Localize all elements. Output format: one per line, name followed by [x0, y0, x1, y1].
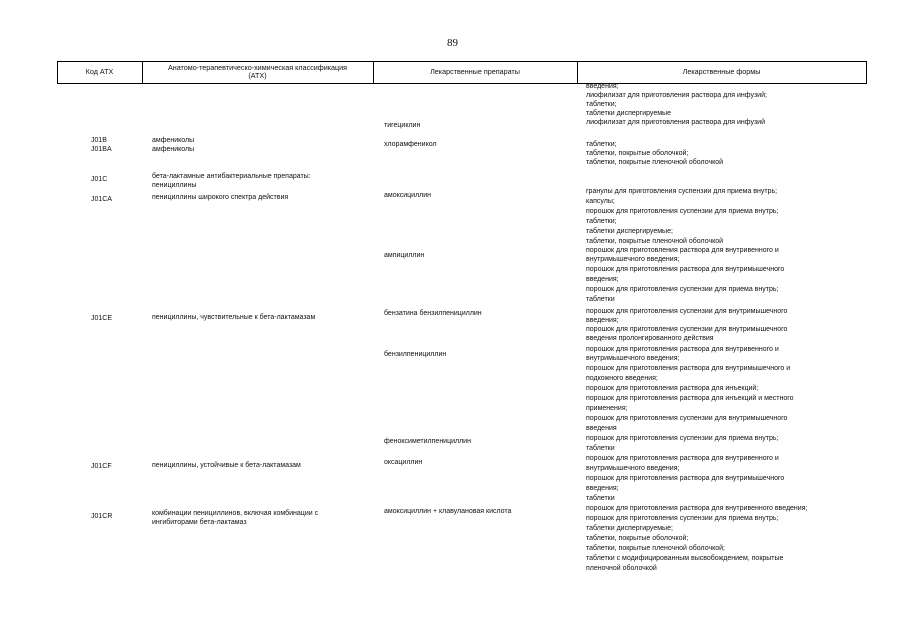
- drug-name: тигециклин: [384, 122, 421, 129]
- dosage-form: введения пролонгированного действия: [586, 335, 714, 342]
- atc-code: J01C: [91, 176, 108, 183]
- dosage-form: пленочной оболочкой: [586, 565, 657, 572]
- dosage-form: применения;: [586, 405, 628, 412]
- dosage-form: внутримышечного введения;: [586, 256, 680, 263]
- dosage-form: таблетки, покрытые пленочной оболочкой: [586, 159, 724, 166]
- header-code-label: Код АТХ: [85, 67, 114, 76]
- drug-name: феноксиметилпенициллин: [384, 438, 471, 445]
- drug-name: бензатина бензилпенициллин: [384, 310, 482, 317]
- dosage-form: таблетки диспергируемые;: [586, 525, 673, 532]
- drug-name: амоксициллин + клавулановая кислота: [384, 508, 512, 515]
- drug-name: ампициллин: [384, 252, 425, 259]
- dosage-form: внутримышечного введения;: [586, 465, 680, 472]
- atc-code: J01CA: [91, 196, 113, 203]
- dosage-form: таблетки;: [586, 101, 617, 108]
- drug-name: оксациллин: [384, 459, 423, 466]
- dosage-form: внутримышечного введения;: [586, 355, 680, 362]
- header-classification-line2: (АТХ): [248, 71, 267, 80]
- dosage-form: порошок для приготовления раствора для внутривенного введения;: [586, 505, 808, 512]
- page-number: 89: [447, 37, 458, 49]
- dosage-form: таблетки: [586, 445, 615, 452]
- atc-class: бета-лактамные антибактериальные препараты:: [152, 173, 311, 180]
- header-classification-line1: Анатомо-терапевтическо-химическая классификация: [167, 63, 348, 72]
- dosage-form: порошок для приготовления раствора для внутримышечного и: [586, 365, 791, 372]
- atc-class: пенициллины, устойчивые к бета-лактамазам: [152, 462, 301, 469]
- atc-class: комбинации пенициллинов, включая комбинации с: [152, 510, 319, 517]
- dosage-form: введения;: [586, 317, 619, 324]
- atc-code: J01CE: [91, 315, 113, 322]
- dosage-form: капсулы;: [586, 198, 615, 205]
- dosage-form: таблетки;: [586, 141, 617, 148]
- header-forms-label: Лекарственные формы: [682, 67, 761, 76]
- drug-name: бензилпенициллин: [384, 351, 447, 358]
- atc-class: пенициллины, чувствительные к бета-лактамазам: [152, 314, 316, 321]
- dosage-form: порошок для приготовления суспензии для внутримышечного: [586, 308, 788, 315]
- atc-code: J01BA: [91, 146, 112, 153]
- dosage-form: таблетки: [586, 495, 615, 502]
- dosage-form: порошок для приготовления раствора для внутривенного и: [586, 247, 779, 254]
- dosage-form: таблетки с модифицированным высвобождением, покрытые: [586, 555, 784, 562]
- dosage-form: таблетки диспергируемые;: [586, 228, 673, 235]
- dosage-form: таблетки, покрытые оболочкой;: [586, 535, 689, 542]
- dosage-form: порошок для приготовления суспензии для внутримышечного: [586, 326, 788, 333]
- dosage-form: порошок для приготовления раствора для внутривенного и: [586, 455, 779, 462]
- atc-class: пенициллины широкого спектра действия: [152, 194, 289, 201]
- atc-class: амфениколы: [152, 146, 195, 153]
- drug-name: хлорамфеникол: [384, 141, 437, 148]
- atc-code: J01B: [91, 137, 107, 144]
- atc-code: J01CR: [91, 513, 113, 520]
- dosage-form: таблетки, покрытые пленочной оболочкой: [586, 238, 724, 245]
- dosage-form: введения: [586, 425, 617, 432]
- dosage-form: порошок для приготовления раствора для инъекций;: [586, 385, 759, 392]
- dosage-form: таблетки: [586, 296, 615, 303]
- dosage-form: таблетки;: [586, 218, 617, 225]
- dosage-form: порошок для приготовления раствора для внутримышечного: [586, 475, 785, 482]
- dosage-form: таблетки диспергируемые: [586, 110, 671, 117]
- drug-name: амоксициллин: [384, 192, 432, 199]
- atc-class: пенициллины: [152, 182, 197, 189]
- dosage-form: таблетки, покрытые оболочкой;: [586, 150, 689, 157]
- dosage-form: порошок для приготовления раствора для внутривенного и: [586, 346, 779, 353]
- atc-code: J01CF: [91, 463, 112, 470]
- dosage-form: введения;: [586, 83, 619, 90]
- dosage-form: порошок для приготовления суспензии для приема внутрь;: [586, 208, 779, 215]
- dosage-form: лиофилизат для приготовления раствора для инфузий;: [586, 92, 767, 99]
- dosage-form: введения;: [586, 276, 619, 283]
- dosage-form: порошок для приготовления суспензии для приема внутрь;: [586, 435, 779, 442]
- header-drugs-label: Лекарственные препараты: [430, 67, 520, 76]
- atc-class: ингибиторами бета-лактамаз: [152, 519, 247, 526]
- dosage-form: порошок для приготовления раствора для внутримышечного: [586, 266, 785, 273]
- dosage-form: порошок для приготовления раствора для инъекций и местного: [586, 395, 794, 402]
- dosage-form: подкожного введения;: [586, 375, 658, 382]
- atc-class: амфениколы: [152, 137, 195, 144]
- dosage-form: порошок для приготовления суспензии для приема внутрь;: [586, 515, 779, 522]
- dosage-form: порошок для приготовления суспензии для приема внутрь;: [586, 286, 779, 293]
- dosage-form: гранулы для приготовления суспензии для приема внутрь;: [586, 188, 778, 195]
- dosage-form: лиофилизат для приготовления раствора для инфузий: [586, 119, 766, 126]
- dosage-form: введения;: [586, 485, 619, 492]
- dosage-form: порошок для приготовления суспензии для внутримышечного: [586, 415, 788, 422]
- dosage-form: таблетки, покрытые пленочной оболочкой;: [586, 545, 725, 552]
